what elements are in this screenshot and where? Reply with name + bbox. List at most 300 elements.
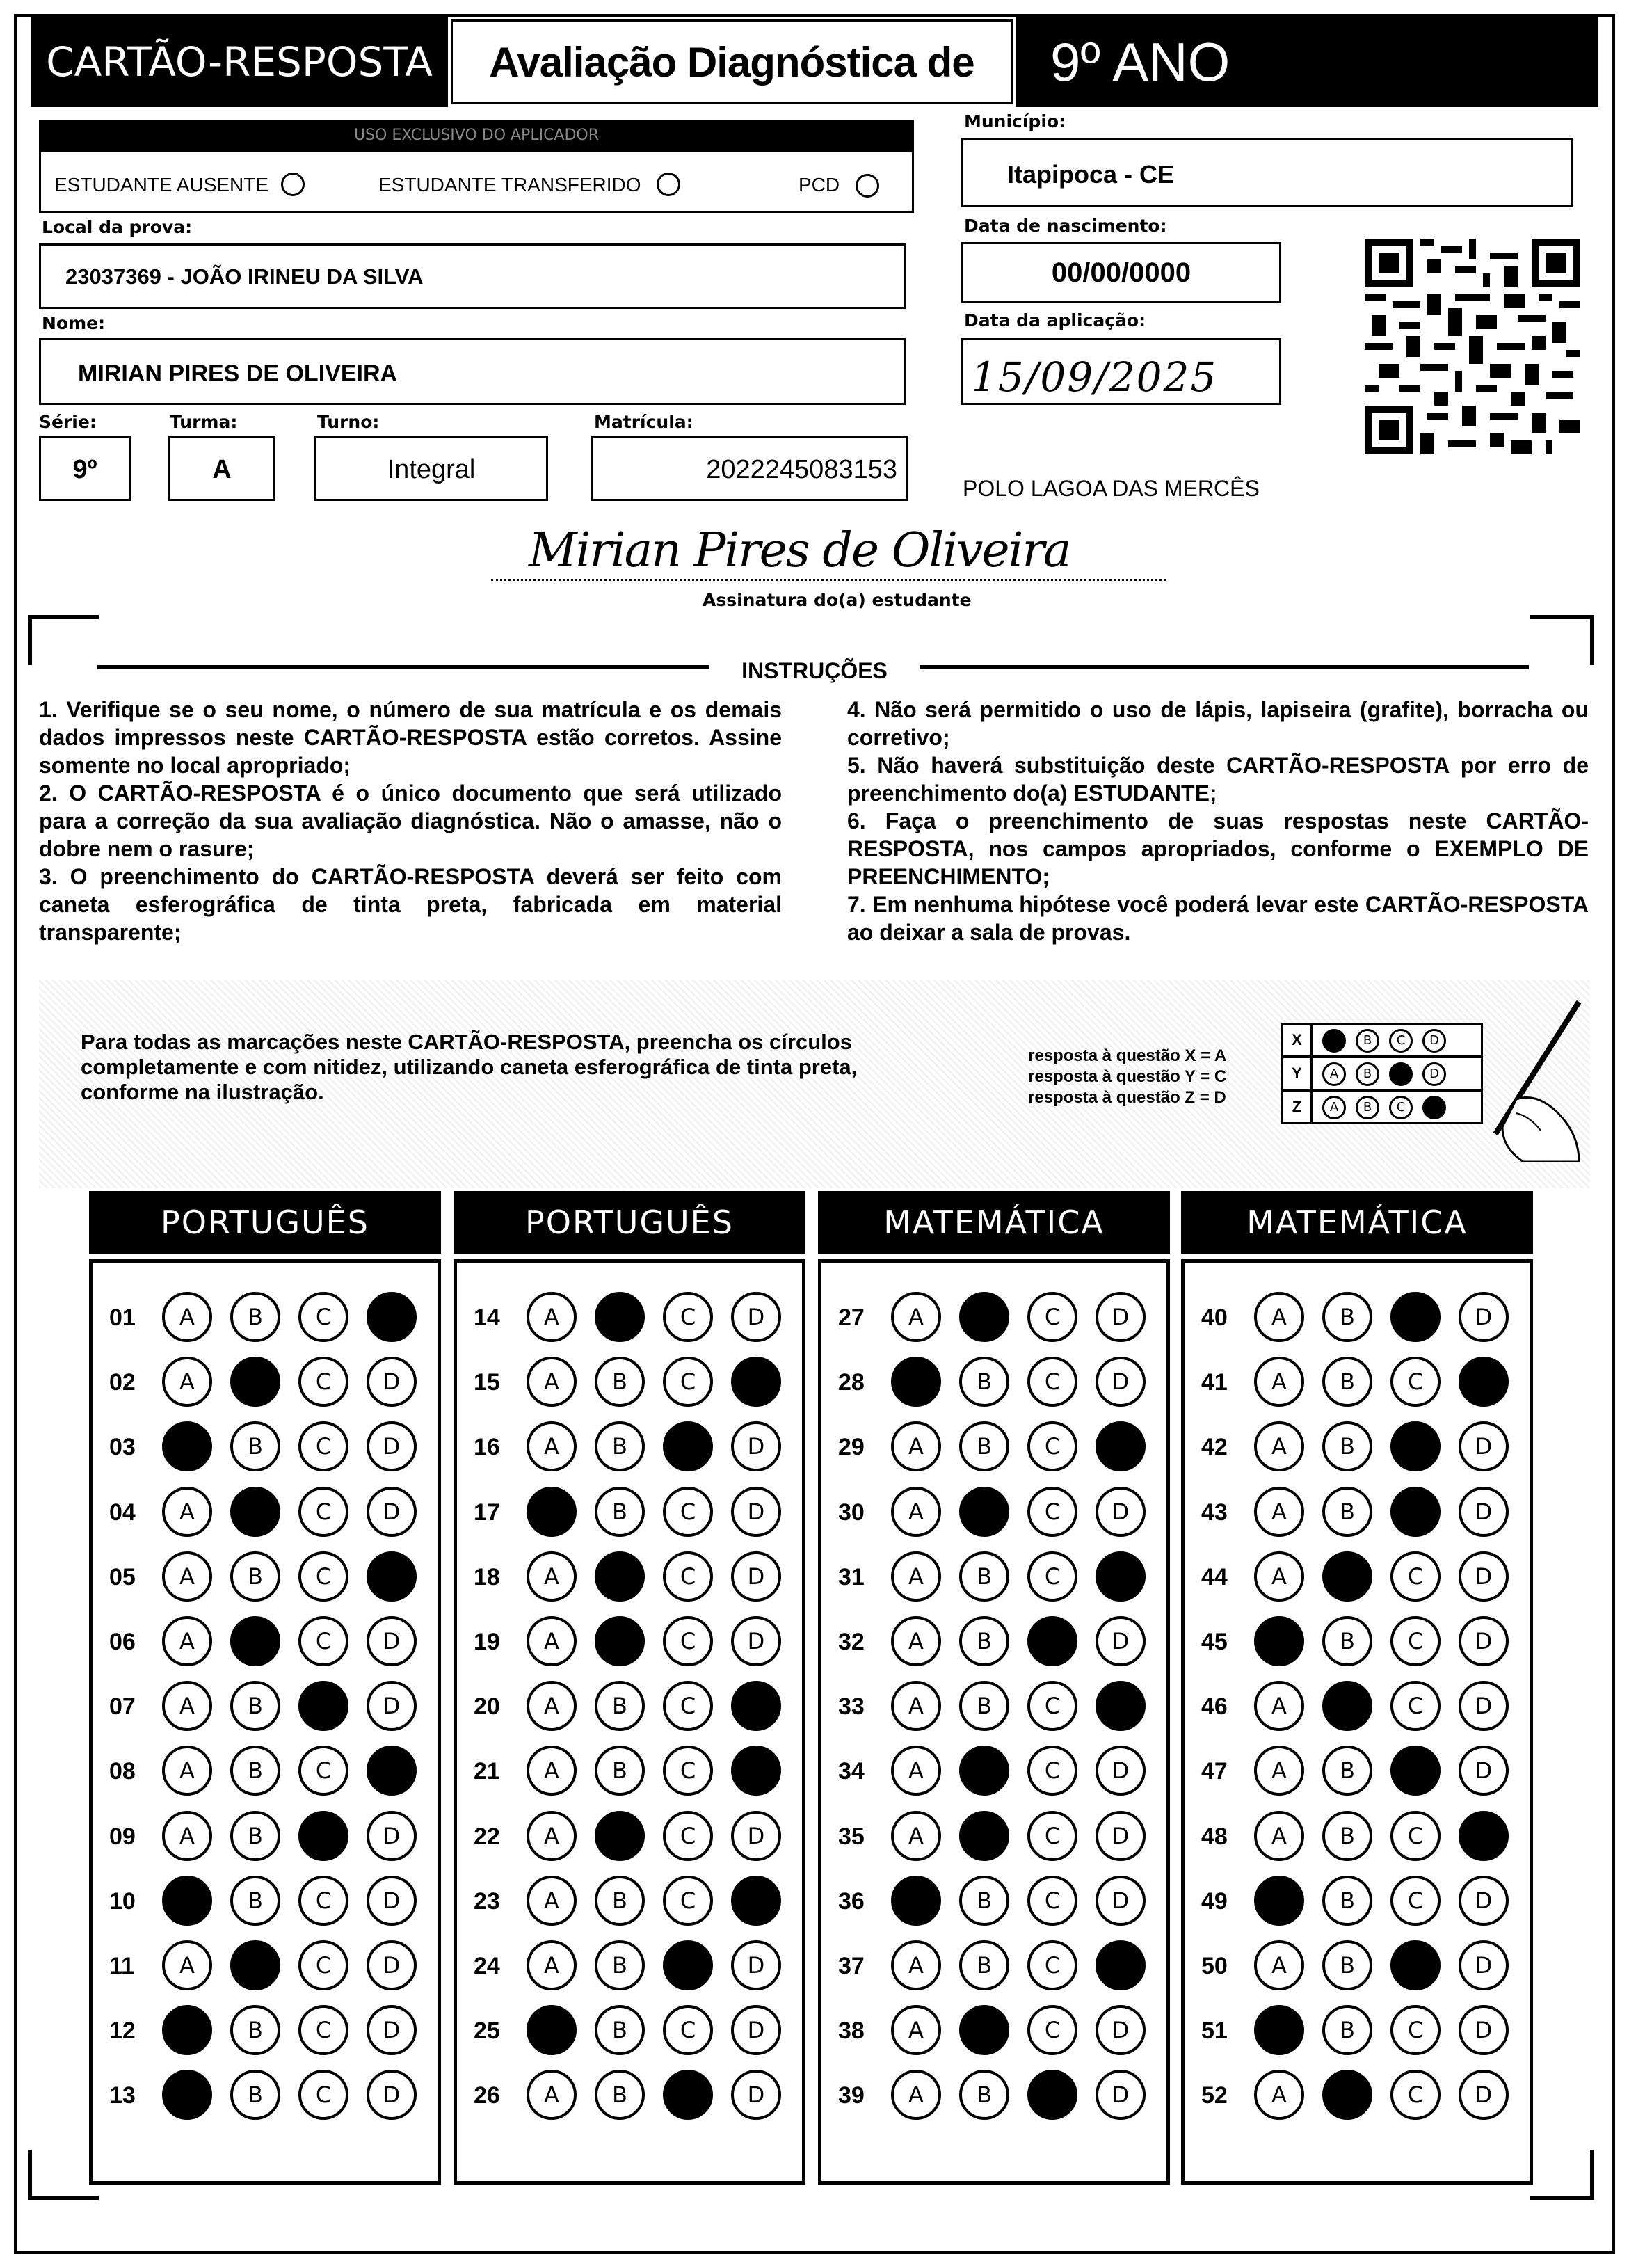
question-row bbox=[821, 2004, 1166, 2059]
instructions-left-column bbox=[39, 696, 782, 946]
answer-bubble-b[interactable] bbox=[230, 1487, 280, 1537]
answer-bubble-d[interactable]: D bbox=[1096, 1811, 1146, 1861]
answer-bubble-c[interactable]: C bbox=[1390, 1357, 1441, 1407]
question-row bbox=[1185, 1939, 1530, 1995]
answer-bubble-b[interactable] bbox=[1322, 2070, 1372, 2120]
application-date-label: Data da aplicação: bbox=[964, 310, 1146, 330]
question-row bbox=[821, 1679, 1166, 1735]
answer-bubble-b[interactable]: B bbox=[595, 1681, 645, 1731]
registration-label: Matrícula: bbox=[594, 412, 693, 432]
answer-bubble-c[interactable]: C bbox=[298, 1876, 348, 1926]
answer-bubble-b[interactable]: B bbox=[1322, 1421, 1372, 1471]
answer-bubble-a[interactable] bbox=[162, 2005, 212, 2055]
question-row bbox=[93, 1744, 438, 1800]
answer-bubble-d[interactable] bbox=[1096, 1681, 1146, 1731]
answer-bubble-b[interactable]: B bbox=[230, 1292, 280, 1342]
answer-bubble-b[interactable]: B bbox=[1322, 1876, 1372, 1926]
answer-bubble-d[interactable]: D bbox=[1459, 2070, 1509, 2120]
answer-bubble-d[interactable]: D bbox=[367, 1487, 417, 1537]
question-row bbox=[93, 1355, 438, 1411]
transferred-radio[interactable] bbox=[657, 173, 680, 196]
question-number: 05 bbox=[109, 1563, 136, 1590]
example-row bbox=[1281, 1056, 1483, 1091]
answer-bubble-a[interactable]: A bbox=[891, 1487, 941, 1537]
answer-bubble-b[interactable]: B bbox=[595, 2005, 645, 2055]
grade-field-value: 9º bbox=[72, 455, 97, 484]
answer-bubble-b[interactable] bbox=[959, 1487, 1009, 1537]
answer-bubble-a[interactable]: A bbox=[162, 1681, 212, 1731]
answer-bubble-d[interactable] bbox=[367, 1746, 417, 1796]
question-row bbox=[457, 1874, 802, 1930]
example-row bbox=[1281, 1089, 1483, 1124]
answer-bubble-d[interactable] bbox=[731, 1357, 781, 1407]
question-number: 33 bbox=[838, 1693, 865, 1720]
question-row bbox=[1185, 1291, 1530, 1346]
question-row bbox=[93, 2068, 438, 2124]
answer-bubble-b[interactable]: B bbox=[959, 1940, 1009, 1990]
answer-bubble-a[interactable]: A bbox=[1254, 1551, 1304, 1602]
answer-bubble-c[interactable] bbox=[1027, 1616, 1077, 1666]
answer-bubble-b[interactable]: B bbox=[230, 1551, 280, 1602]
question-number: 29 bbox=[838, 1434, 865, 1461]
answer-bubble-a[interactable]: A bbox=[891, 1940, 941, 1990]
answer-bubble-d[interactable] bbox=[1096, 1551, 1146, 1602]
answer-bubble-d[interactable]: D bbox=[367, 1357, 417, 1407]
answer-bubble-a[interactable] bbox=[527, 1487, 577, 1537]
instruction-item-6: 6. Faça o preenchimento de suas respostas neste CARTÃO-RESPOSTA, nos campos apropriados, conforme o EXEMPLO DE PREENCHIMENTO; bbox=[847, 808, 1589, 889]
answer-bubble-a[interactable]: A bbox=[527, 1551, 577, 1602]
answer-bubble-b[interactable] bbox=[959, 1746, 1009, 1796]
answer-bubble-c[interactable]: C bbox=[1027, 1551, 1077, 1602]
question-number: 43 bbox=[1201, 1499, 1228, 1526]
pcd-radio[interactable] bbox=[856, 174, 879, 198]
answer-bubble-b[interactable]: B bbox=[230, 2070, 280, 2120]
answer-bubble-c[interactable]: C bbox=[663, 1746, 713, 1796]
question-number: 36 bbox=[838, 1887, 865, 1915]
example-bubble-c: C bbox=[1389, 1096, 1413, 1119]
question-number: 09 bbox=[109, 1823, 136, 1850]
answer-bubble-b[interactable]: B bbox=[1322, 1811, 1372, 1861]
question-number: 40 bbox=[1201, 1304, 1228, 1331]
question-number: 48 bbox=[1201, 1823, 1228, 1850]
answer-bubble-d[interactable]: D bbox=[1096, 1292, 1146, 1342]
example-bubble-c bbox=[1389, 1062, 1413, 1086]
answer-bubble-d[interactable] bbox=[1096, 1940, 1146, 1990]
answer-bubble-b[interactable] bbox=[1322, 1551, 1372, 1602]
answer-bubble-c[interactable]: C bbox=[298, 1357, 348, 1407]
answer-bubble-c[interactable]: C bbox=[1390, 1551, 1441, 1602]
answer-bubble-b[interactable] bbox=[595, 1551, 645, 1602]
answer-bubble-b[interactable]: B bbox=[1322, 1487, 1372, 1537]
question-number: 13 bbox=[109, 2082, 136, 2109]
answer-bubble-d[interactable] bbox=[731, 1746, 781, 1796]
answer-bubble-a[interactable]: A bbox=[162, 1746, 212, 1796]
name-label: Nome: bbox=[42, 313, 106, 333]
local-value: 23037369 - JOÃO IRINEU DA SILVA bbox=[65, 264, 424, 289]
answer-bubble-b[interactable] bbox=[230, 1940, 280, 1990]
answer-bubble-a[interactable] bbox=[527, 2005, 577, 2055]
answer-bubble-a[interactable]: A bbox=[891, 1421, 941, 1471]
question-row bbox=[457, 1679, 802, 1735]
answer-bubble-b[interactable]: B bbox=[230, 1811, 280, 1861]
answer-bubble-c[interactable]: C bbox=[1027, 1876, 1077, 1926]
answer-bubble-a[interactable]: A bbox=[527, 1681, 577, 1731]
answer-bubble-b[interactable]: B bbox=[959, 1421, 1009, 1471]
answer-bubble-c[interactable]: C bbox=[1390, 2070, 1441, 2120]
answer-bubble-c[interactable] bbox=[1390, 1292, 1441, 1342]
answer-bubble-c[interactable]: C bbox=[1027, 1487, 1077, 1537]
answer-bubble-a[interactable]: A bbox=[891, 2005, 941, 2055]
answer-bubble-d[interactable] bbox=[1459, 1811, 1509, 1861]
answer-bubble-d[interactable] bbox=[731, 1681, 781, 1731]
answer-bubble-c[interactable]: C bbox=[663, 1357, 713, 1407]
answer-bubble-b[interactable]: B bbox=[959, 1876, 1009, 1926]
answer-bubble-d[interactable]: D bbox=[1459, 1551, 1509, 1602]
answer-bubble-a[interactable]: A bbox=[1254, 1487, 1304, 1537]
answer-bubble-b[interactable]: B bbox=[230, 1681, 280, 1731]
question-number: 51 bbox=[1201, 2018, 1228, 2045]
question-number: 26 bbox=[474, 2082, 500, 2109]
question-row bbox=[1185, 1615, 1530, 1670]
question-number: 46 bbox=[1201, 1693, 1228, 1720]
answer-bubble-d[interactable] bbox=[1459, 1357, 1509, 1407]
answer-bubble-d[interactable] bbox=[731, 1876, 781, 1926]
answer-bubble-c[interactable]: C bbox=[1027, 1681, 1077, 1731]
answer-bubble-a[interactable] bbox=[162, 2070, 212, 2120]
answer-bubble-a[interactable]: A bbox=[162, 1616, 212, 1666]
answer-bubble-c[interactable]: C bbox=[1027, 1940, 1077, 1990]
answer-bubble-c[interactable]: C bbox=[1027, 1357, 1077, 1407]
question-number: 31 bbox=[838, 1563, 865, 1590]
answer-bubble-b[interactable] bbox=[959, 2005, 1009, 2055]
answer-bubble-b[interactable]: B bbox=[1322, 2005, 1372, 2055]
answer-bubble-c[interactable]: C bbox=[1390, 1811, 1441, 1861]
answer-bubble-d[interactable]: D bbox=[1096, 2005, 1146, 2055]
question-row bbox=[1185, 2068, 1530, 2124]
answer-bubble-a[interactable]: A bbox=[527, 1811, 577, 1861]
answer-bubble-c[interactable]: C bbox=[663, 1681, 713, 1731]
answer-bubble-a[interactable] bbox=[891, 1876, 941, 1926]
answer-bubble-d[interactable]: D bbox=[731, 1292, 781, 1342]
question-number: 49 bbox=[1201, 1887, 1228, 1915]
answer-bubble-c[interactable]: C bbox=[1027, 1421, 1077, 1471]
question-row bbox=[93, 1874, 438, 1930]
answer-bubble-c[interactable]: C bbox=[663, 1616, 713, 1666]
name-value: MIRIAN PIRES DE OLIVEIRA bbox=[78, 360, 398, 387]
answer-bubble-d[interactable]: D bbox=[1459, 1487, 1509, 1537]
answer-bubble-a[interactable]: A bbox=[527, 1616, 577, 1666]
answer-bubble-c[interactable]: C bbox=[1027, 1811, 1077, 1861]
answer-bubble-a[interactable]: A bbox=[527, 1421, 577, 1471]
answer-bubble-a[interactable] bbox=[1254, 1876, 1304, 1926]
answer-bubble-b[interactable] bbox=[595, 1616, 645, 1666]
answer-bubble-a[interactable]: A bbox=[527, 2070, 577, 2120]
question-row bbox=[1185, 1420, 1530, 1476]
instruction-item-7: 7. Em nenhuma hipótese você poderá levar este CARTÃO-RESPOSTA ao deixar a sala de provas. bbox=[847, 892, 1589, 945]
answer-bubble-a[interactable]: A bbox=[527, 1292, 577, 1342]
answer-bubble-a[interactable] bbox=[162, 1421, 212, 1471]
answer-bubble-a[interactable]: A bbox=[891, 1551, 941, 1602]
question-row bbox=[821, 2068, 1166, 2124]
question-row bbox=[457, 1420, 802, 1476]
answer-bubble-c[interactable] bbox=[663, 2070, 713, 2120]
answer-bubble-c[interactable]: C bbox=[1027, 1746, 1077, 1796]
question-number: 07 bbox=[109, 1693, 136, 1720]
answer-column bbox=[1181, 1259, 1533, 2185]
answer-bubble-a[interactable]: A bbox=[162, 1292, 212, 1342]
answer-bubble-c[interactable]: C bbox=[663, 2005, 713, 2055]
answer-bubble-b[interactable] bbox=[959, 1811, 1009, 1861]
question-number: 45 bbox=[1201, 1629, 1228, 1655]
answer-bubble-b[interactable]: B bbox=[595, 1940, 645, 1990]
answer-bubble-b[interactable]: B bbox=[1322, 1746, 1372, 1796]
answer-bubble-d[interactable]: D bbox=[1459, 1940, 1509, 1990]
answer-bubble-a[interactable]: A bbox=[891, 2070, 941, 2120]
answer-bubble-a[interactable]: A bbox=[527, 1357, 577, 1407]
answer-bubble-d[interactable]: D bbox=[731, 1940, 781, 1990]
answer-bubble-d[interactable]: D bbox=[1096, 2070, 1146, 2120]
answer-bubble-b[interactable] bbox=[959, 1292, 1009, 1342]
answer-bubble-d[interactable]: D bbox=[1096, 1357, 1146, 1407]
question-number: 41 bbox=[1201, 1369, 1228, 1396]
answer-bubble-d[interactable]: D bbox=[1459, 1616, 1509, 1666]
question-number: 06 bbox=[109, 1629, 136, 1655]
answer-bubble-d[interactable]: D bbox=[1096, 1876, 1146, 1926]
answer-bubble-b[interactable]: B bbox=[230, 1876, 280, 1926]
answer-bubble-c[interactable]: C bbox=[1390, 1616, 1441, 1666]
answer-bubble-b[interactable]: B bbox=[959, 1681, 1009, 1731]
instruction-item-1: 1. Verifique se o seu nome, o número de sua matrícula e os demais dados impressos neste CARTÃO-RESPOSTA estão corretos. Assine somente no local apropriado; bbox=[39, 697, 782, 778]
answer-bubble-d[interactable]: D bbox=[731, 1811, 781, 1861]
example-question-label: X bbox=[1283, 1025, 1313, 1055]
corner-mark-top-right bbox=[1530, 615, 1594, 665]
question-row bbox=[821, 1615, 1166, 1670]
answer-bubble-d[interactable]: D bbox=[1459, 1421, 1509, 1471]
answer-bubble-c[interactable]: C bbox=[298, 2070, 348, 2120]
answer-bubble-a[interactable]: A bbox=[1254, 1681, 1304, 1731]
answer-bubble-c[interactable]: C bbox=[298, 1940, 348, 1990]
example-question-label: Z bbox=[1283, 1092, 1313, 1122]
municipio-value: Itapipoca - CE bbox=[1007, 160, 1175, 189]
example-bubble-b: B bbox=[1356, 1062, 1379, 1086]
question-row bbox=[821, 1810, 1166, 1865]
example-row bbox=[1281, 1023, 1483, 1057]
question-row bbox=[1185, 1485, 1530, 1541]
answer-bubble-b[interactable]: B bbox=[230, 1746, 280, 1796]
answer-bubble-c[interactable]: C bbox=[1390, 1876, 1441, 1926]
question-row bbox=[457, 1744, 802, 1800]
answer-bubble-c[interactable]: C bbox=[298, 1421, 348, 1471]
question-number: 37 bbox=[838, 1953, 865, 1979]
answer-bubble-d[interactable]: D bbox=[367, 2070, 417, 2120]
answer-bubble-a[interactable]: A bbox=[1254, 1746, 1304, 1796]
question-row bbox=[457, 1355, 802, 1411]
answer-bubble-d[interactable]: D bbox=[367, 2005, 417, 2055]
answer-bubble-c[interactable]: C bbox=[298, 1746, 348, 1796]
question-number: 03 bbox=[109, 1434, 136, 1461]
answer-bubble-d[interactable]: D bbox=[731, 1421, 781, 1471]
answer-bubble-a[interactable]: A bbox=[891, 1746, 941, 1796]
answer-bubble-b[interactable]: B bbox=[595, 1746, 645, 1796]
answer-bubble-c[interactable]: C bbox=[663, 1811, 713, 1861]
answer-bubble-b[interactable]: B bbox=[959, 1357, 1009, 1407]
answer-bubble-d[interactable]: D bbox=[1096, 1487, 1146, 1537]
answer-bubble-b[interactable]: B bbox=[959, 1616, 1009, 1666]
answer-bubble-d[interactable]: D bbox=[1459, 1876, 1509, 1926]
corner-mark-bottom-left bbox=[28, 2150, 99, 2200]
question-row bbox=[457, 1810, 802, 1865]
question-row bbox=[821, 1485, 1166, 1541]
answer-bubble-a[interactable]: A bbox=[1254, 1292, 1304, 1342]
section-header: MATEMÁTICA bbox=[1181, 1191, 1533, 1254]
answer-bubble-a[interactable]: A bbox=[1254, 2070, 1304, 2120]
answer-bubble-a[interactable]: A bbox=[162, 1811, 212, 1861]
answer-bubble-c[interactable]: C bbox=[663, 1292, 713, 1342]
answer-bubble-b[interactable]: B bbox=[959, 1551, 1009, 1602]
answer-bubble-b[interactable]: B bbox=[595, 1421, 645, 1471]
answer-bubble-d[interactable]: D bbox=[367, 1616, 417, 1666]
answer-bubble-a[interactable]: A bbox=[527, 1876, 577, 1926]
question-row bbox=[821, 1550, 1166, 1606]
birthdate-value: 00/00/0000 bbox=[1051, 257, 1191, 288]
answer-bubble-d[interactable]: D bbox=[731, 1616, 781, 1666]
answer-bubble-c[interactable]: C bbox=[1027, 1292, 1077, 1342]
answer-bubble-c[interactable] bbox=[1027, 2070, 1077, 2120]
question-row bbox=[93, 2004, 438, 2059]
answer-bubble-a[interactable]: A bbox=[527, 1940, 577, 1990]
answer-bubble-c[interactable] bbox=[1390, 1746, 1441, 1796]
answer-bubble-d[interactable]: D bbox=[731, 1551, 781, 1602]
answer-bubble-d[interactable]: D bbox=[1096, 1616, 1146, 1666]
answer-bubble-b[interactable]: B bbox=[1322, 1357, 1372, 1407]
answer-bubble-b[interactable]: B bbox=[595, 2070, 645, 2120]
question-row bbox=[93, 1550, 438, 1606]
question-number: 34 bbox=[838, 1758, 865, 1785]
answer-bubble-d[interactable]: D bbox=[367, 1940, 417, 1990]
answer-bubble-d[interactable]: D bbox=[367, 1876, 417, 1926]
answer-bubble-c[interactable]: C bbox=[298, 2005, 348, 2055]
question-number: 04 bbox=[109, 1499, 136, 1526]
answer-bubble-d[interactable]: D bbox=[1459, 2005, 1509, 2055]
answer-bubble-b[interactable]: B bbox=[959, 2070, 1009, 2120]
answer-bubble-c[interactable]: C bbox=[1390, 1681, 1441, 1731]
answer-bubble-a[interactable]: A bbox=[891, 1616, 941, 1666]
answer-bubble-a[interactable]: A bbox=[1254, 1357, 1304, 1407]
answer-bubble-d[interactable]: D bbox=[731, 1487, 781, 1537]
question-number: 08 bbox=[109, 1758, 136, 1785]
answer-bubble-d[interactable]: D bbox=[1459, 1746, 1509, 1796]
answer-bubble-a[interactable] bbox=[891, 1357, 941, 1407]
answer-bubble-d[interactable]: D bbox=[367, 1681, 417, 1731]
answer-bubble-a[interactable]: A bbox=[162, 1940, 212, 1990]
answer-bubble-c[interactable]: C bbox=[298, 1616, 348, 1666]
answer-bubble-c[interactable]: C bbox=[1027, 2005, 1077, 2055]
question-row bbox=[1185, 1355, 1530, 1411]
shift-label: Turno: bbox=[317, 412, 380, 432]
answer-bubble-b[interactable]: B bbox=[595, 1357, 645, 1407]
answer-bubble-a[interactable]: A bbox=[1254, 1421, 1304, 1471]
answer-bubble-c[interactable] bbox=[1390, 1487, 1441, 1537]
question-row bbox=[1185, 1744, 1530, 1800]
question-number: 21 bbox=[474, 1758, 500, 1785]
answer-bubble-a[interactable] bbox=[162, 1876, 212, 1926]
answer-bubble-b[interactable] bbox=[1322, 1681, 1372, 1731]
answer-bubble-c[interactable]: C bbox=[298, 1292, 348, 1342]
answer-bubble-b[interactable] bbox=[230, 1616, 280, 1666]
answer-bubble-a[interactable]: A bbox=[891, 1292, 941, 1342]
answer-bubble-c[interactable]: C bbox=[663, 1551, 713, 1602]
answer-bubble-c[interactable] bbox=[663, 1940, 713, 1990]
answer-bubble-b[interactable]: B bbox=[595, 1876, 645, 1926]
question-number: 35 bbox=[838, 1823, 865, 1850]
answer-bubble-d[interactable] bbox=[367, 1551, 417, 1602]
answer-bubble-b[interactable]: B bbox=[1322, 1616, 1372, 1666]
question-number: 18 bbox=[474, 1563, 500, 1590]
answer-bubble-d[interactable] bbox=[367, 1292, 417, 1342]
answer-bubble-b[interactable] bbox=[230, 1357, 280, 1407]
answer-bubble-a[interactable]: A bbox=[1254, 1811, 1304, 1861]
answer-bubble-b[interactable] bbox=[595, 1811, 645, 1861]
answer-bubble-b[interactable]: B bbox=[230, 1421, 280, 1471]
example-legend-z: resposta à questão Z = D bbox=[1028, 1088, 1226, 1107]
question-number: 23 bbox=[474, 1887, 500, 1915]
exam-title: Avaliação Diagnóstica de bbox=[451, 19, 1013, 104]
answer-bubble-b[interactable]: B bbox=[1322, 1292, 1372, 1342]
answer-bubble-c[interactable] bbox=[1390, 1421, 1441, 1471]
answer-bubble-d[interactable] bbox=[1096, 1421, 1146, 1471]
answer-bubble-c[interactable]: C bbox=[298, 1551, 348, 1602]
absent-label: ESTUDANTE AUSENTE bbox=[54, 174, 269, 195]
question-number: 50 bbox=[1201, 1953, 1228, 1979]
answer-bubble-c[interactable] bbox=[298, 1681, 348, 1731]
answer-bubble-b[interactable]: B bbox=[230, 2005, 280, 2055]
answer-bubble-c[interactable] bbox=[298, 1811, 348, 1861]
answer-bubble-a[interactable]: A bbox=[527, 1746, 577, 1796]
answer-bubble-a[interactable] bbox=[1254, 2005, 1304, 2055]
answer-bubble-a[interactable]: A bbox=[162, 1551, 212, 1602]
answer-bubble-c[interactable] bbox=[663, 1421, 713, 1471]
answer-bubble-d[interactable]: D bbox=[1459, 1681, 1509, 1731]
answer-bubble-d[interactable]: D bbox=[367, 1421, 417, 1471]
corner-mark-top-left bbox=[28, 615, 99, 665]
answer-bubble-d[interactable]: D bbox=[731, 2070, 781, 2120]
answer-bubble-b[interactable]: B bbox=[1322, 1940, 1372, 1990]
answer-bubble-a[interactable]: A bbox=[891, 1681, 941, 1731]
absent-radio[interactable] bbox=[281, 173, 305, 196]
answer-bubble-d[interactable]: D bbox=[731, 2005, 781, 2055]
answer-bubble-b[interactable]: B bbox=[595, 1487, 645, 1537]
answer-bubble-d[interactable]: D bbox=[1459, 1292, 1509, 1342]
answer-bubble-a[interactable]: A bbox=[162, 1357, 212, 1407]
answer-bubble-d[interactable]: D bbox=[367, 1811, 417, 1861]
answer-column bbox=[818, 1259, 1170, 2185]
answer-bubble-a[interactable]: A bbox=[891, 1811, 941, 1861]
answer-bubble-c[interactable] bbox=[1390, 1940, 1441, 1990]
answer-bubble-c[interactable]: C bbox=[298, 1487, 348, 1537]
answer-bubble-c[interactable]: C bbox=[663, 1876, 713, 1926]
answer-bubble-c[interactable]: C bbox=[663, 1487, 713, 1537]
question-row bbox=[457, 2004, 802, 2059]
answer-bubble-c[interactable]: C bbox=[1390, 2005, 1441, 2055]
answer-bubble-b[interactable] bbox=[595, 1292, 645, 1342]
answer-bubble-a[interactable]: A bbox=[162, 1487, 212, 1537]
answer-bubble-a[interactable] bbox=[1254, 1616, 1304, 1666]
answer-bubble-a[interactable]: A bbox=[1254, 1940, 1304, 1990]
question-row bbox=[457, 1485, 802, 1541]
question-number: 52 bbox=[1201, 2082, 1228, 2109]
question-row bbox=[821, 1291, 1166, 1346]
answer-bubble-d[interactable]: D bbox=[1096, 1746, 1146, 1796]
